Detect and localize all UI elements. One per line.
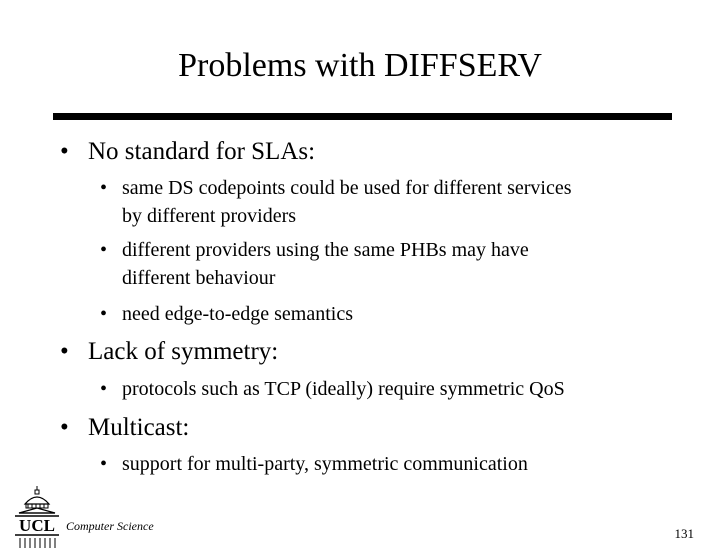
sub-bullet-line: different behaviour xyxy=(122,267,276,289)
bullet-dot: • xyxy=(60,414,69,441)
bullet-text: No standard for SLAs: xyxy=(88,138,316,165)
sub-bullet-line: need edge-to-edge semantics xyxy=(122,303,354,325)
slide-title: Problems with DIFFSERV xyxy=(178,47,542,84)
logo-lettering: UCL xyxy=(19,516,55,535)
bullet-dot: • xyxy=(100,239,108,261)
sub-bullet-line: same DS codepoints could be used for different services xyxy=(122,177,572,199)
title-divider xyxy=(53,113,672,120)
bullet-dot: • xyxy=(60,138,69,165)
bullet-text: Lack of symmetry: xyxy=(88,338,279,365)
sub-bullet-line: different providers using the same PHBs may have xyxy=(122,239,529,261)
sub-bullet-line: support for multi-party, symmetric communication xyxy=(122,453,528,475)
page-number: 131 xyxy=(674,526,694,541)
bullet-dot: • xyxy=(100,453,108,475)
bullet-dot: • xyxy=(100,378,108,400)
sub-bullet-line: by different providers xyxy=(122,205,297,227)
bullet-text: Multicast: xyxy=(88,414,190,441)
sub-bullet-line: protocols such as TCP (ideally) require symmetric QoS xyxy=(122,378,565,400)
bullet-dot: • xyxy=(100,303,108,325)
bullet-dot: • xyxy=(100,177,108,199)
ucl-logo xyxy=(15,486,59,548)
bullet-dot: • xyxy=(60,338,69,365)
department-label: Computer Science xyxy=(66,519,154,533)
